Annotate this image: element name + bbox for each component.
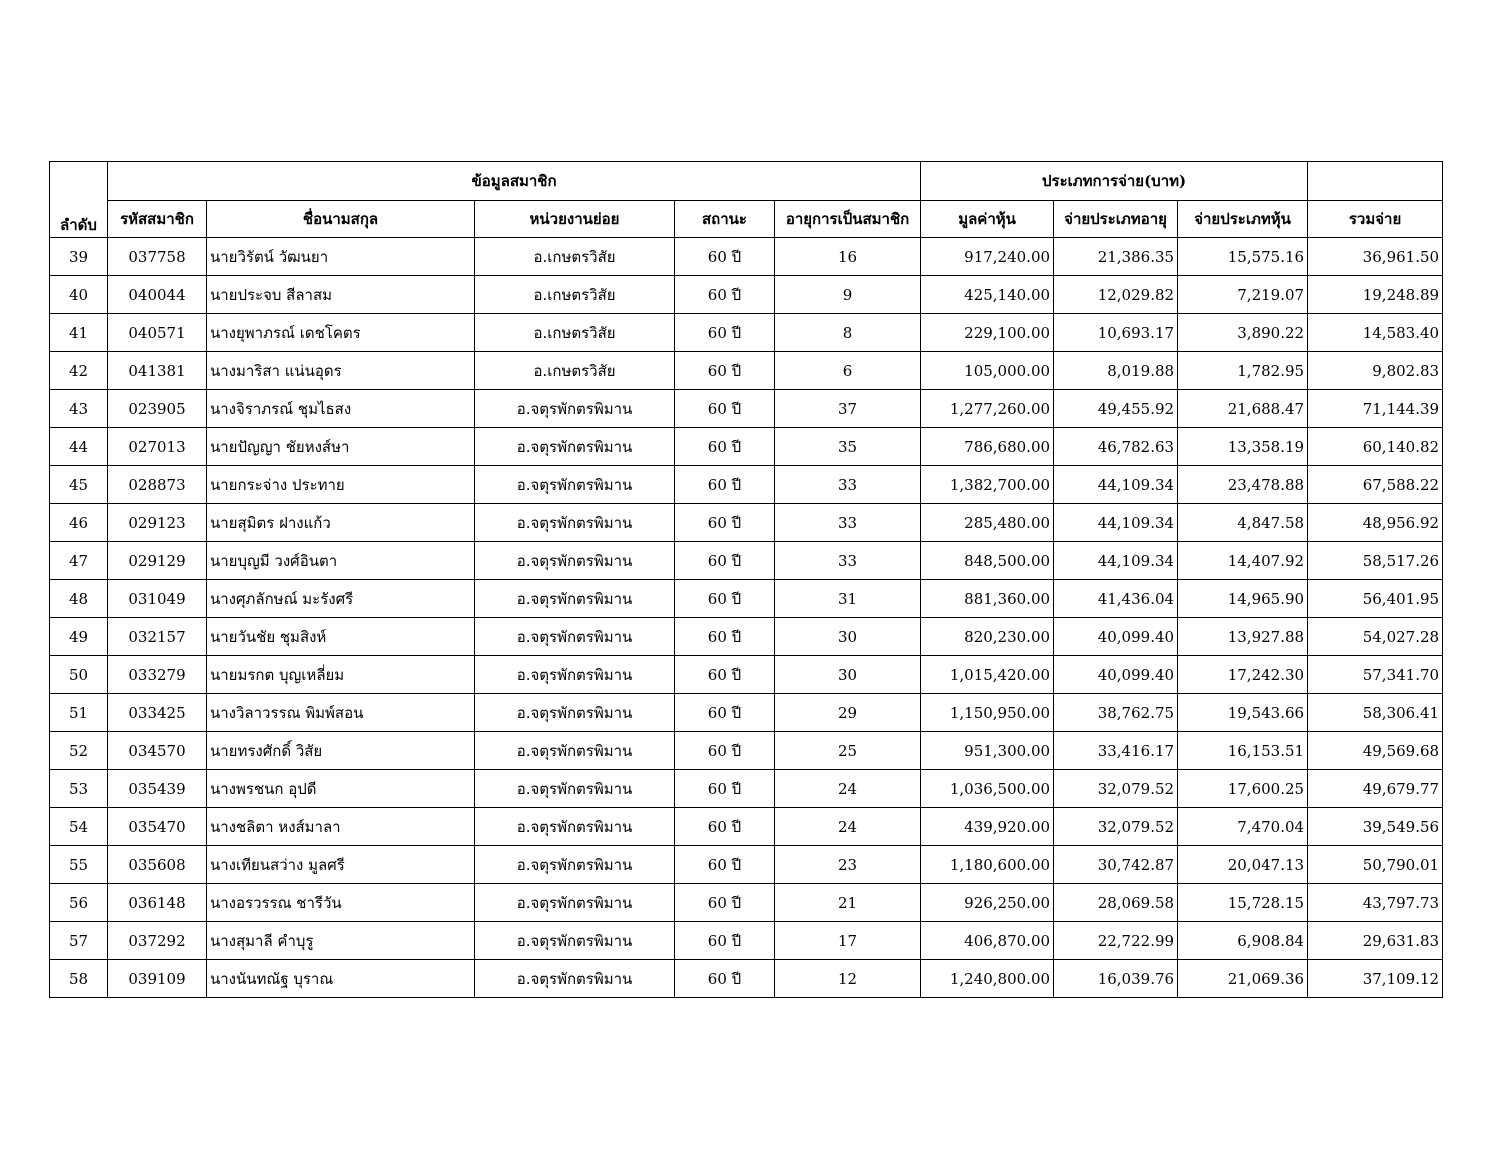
cell-total: 56,401.95 — [1308, 580, 1443, 618]
cell-unit: อ.จตุรพักตรพิมาน — [475, 504, 675, 542]
cell-name: นายบุญมี วงศ์อินตา — [207, 542, 475, 580]
cell-seq: 55 — [50, 846, 108, 884]
cell-seq: 46 — [50, 504, 108, 542]
cell-status: 60 ปี — [675, 694, 775, 732]
cell-member-id: 033279 — [108, 656, 207, 694]
cell-membership-age: 37 — [775, 390, 921, 428]
cell-seq: 50 — [50, 656, 108, 694]
cell-name: นางมาริสา แน่นอุดร — [207, 352, 475, 390]
cell-pay-by-age: 32,079.52 — [1054, 808, 1178, 846]
cell-share-value: 406,870.00 — [921, 922, 1054, 960]
cell-unit: อ.จตุรพักตรพิมาน — [475, 580, 675, 618]
cell-member-id: 035608 — [108, 846, 207, 884]
cell-pay-by-share: 1,782.95 — [1178, 352, 1308, 390]
header-total-group — [1308, 162, 1443, 201]
cell-total: 9,802.83 — [1308, 352, 1443, 390]
cell-total: 58,306.41 — [1308, 694, 1443, 732]
cell-pay-by-age: 33,416.17 — [1054, 732, 1178, 770]
table-row — [50, 314, 1443, 352]
cell-share-value: 1,180,600.00 — [921, 846, 1054, 884]
header-member-info: ข้อมูลสมาชิก — [108, 162, 921, 201]
cell-share-value: 917,240.00 — [921, 238, 1054, 276]
cell-total: 37,109.12 — [1308, 960, 1443, 998]
header-seq: ลำดับ — [50, 162, 108, 238]
cell-share-value: 926,250.00 — [921, 884, 1054, 922]
cell-name: นายสุมิตร ฝางแก้ว — [207, 504, 475, 542]
cell-membership-age: 17 — [775, 922, 921, 960]
table-body — [50, 238, 1443, 998]
cell-member-id: 041381 — [108, 352, 207, 390]
cell-membership-age: 25 — [775, 732, 921, 770]
table-row — [50, 846, 1443, 884]
cell-membership-age: 33 — [775, 504, 921, 542]
cell-share-value: 105,000.00 — [921, 352, 1054, 390]
cell-status: 60 ปี — [675, 808, 775, 846]
cell-status: 60 ปี — [675, 884, 775, 922]
cell-pay-by-share: 19,543.66 — [1178, 694, 1308, 732]
cell-membership-age: 31 — [775, 580, 921, 618]
cell-seq: 56 — [50, 884, 108, 922]
cell-status: 60 ปี — [675, 770, 775, 808]
cell-seq: 54 — [50, 808, 108, 846]
cell-seq: 41 — [50, 314, 108, 352]
cell-share-value: 1,036,500.00 — [921, 770, 1054, 808]
table-row — [50, 960, 1443, 998]
cell-pay-by-share: 21,069.36 — [1178, 960, 1308, 998]
cell-share-value: 881,360.00 — [921, 580, 1054, 618]
cell-name: นางสุมาลี คำบุรู — [207, 922, 475, 960]
cell-status: 60 ปี — [675, 732, 775, 770]
table-row — [50, 770, 1443, 808]
cell-pay-by-share: 20,047.13 — [1178, 846, 1308, 884]
cell-pay-by-share: 14,407.92 — [1178, 542, 1308, 580]
cell-pay-by-age: 10,693.17 — [1054, 314, 1178, 352]
cell-membership-age: 30 — [775, 656, 921, 694]
cell-name: นางยุพาภรณ์ เดชโคตร — [207, 314, 475, 352]
cell-share-value: 786,680.00 — [921, 428, 1054, 466]
cell-membership-age: 6 — [775, 352, 921, 390]
cell-share-value: 1,240,800.00 — [921, 960, 1054, 998]
cell-name: นางอรวรรณ ชารีวัน — [207, 884, 475, 922]
cell-membership-age: 21 — [775, 884, 921, 922]
cell-pay-by-age: 21,386.35 — [1054, 238, 1178, 276]
cell-membership-age: 12 — [775, 960, 921, 998]
table-row — [50, 618, 1443, 656]
cell-seq: 42 — [50, 352, 108, 390]
cell-pay-by-age: 44,109.34 — [1054, 542, 1178, 580]
cell-seq: 51 — [50, 694, 108, 732]
cell-pay-by-share: 14,965.90 — [1178, 580, 1308, 618]
cell-membership-age: 24 — [775, 808, 921, 846]
cell-total: 54,027.28 — [1308, 618, 1443, 656]
cell-seq: 45 — [50, 466, 108, 504]
cell-member-id: 023905 — [108, 390, 207, 428]
cell-pay-by-share: 17,242.30 — [1178, 656, 1308, 694]
cell-unit: อ.จตุรพักตรพิมาน — [475, 618, 675, 656]
cell-name: นางชลิตา หงส์มาลา — [207, 808, 475, 846]
cell-status: 60 ปี — [675, 922, 775, 960]
cell-total: 67,588.22 — [1308, 466, 1443, 504]
cell-total: 39,549.56 — [1308, 808, 1443, 846]
cell-pay-by-age: 32,079.52 — [1054, 770, 1178, 808]
cell-member-id: 027013 — [108, 428, 207, 466]
cell-pay-by-age: 28,069.58 — [1054, 884, 1178, 922]
table-row — [50, 884, 1443, 922]
cell-pay-by-age: 22,722.99 — [1054, 922, 1178, 960]
header-total: รวมจ่าย — [1308, 201, 1443, 238]
cell-membership-age: 16 — [775, 238, 921, 276]
cell-status: 60 ปี — [675, 428, 775, 466]
cell-pay-by-share: 16,153.51 — [1178, 732, 1308, 770]
cell-pay-by-share: 21,688.47 — [1178, 390, 1308, 428]
cell-unit: อ.เกษตรวิสัย — [475, 238, 675, 276]
cell-share-value: 1,382,700.00 — [921, 466, 1054, 504]
cell-pay-by-age: 49,455.92 — [1054, 390, 1178, 428]
cell-membership-age: 33 — [775, 466, 921, 504]
cell-seq: 52 — [50, 732, 108, 770]
cell-status: 60 ปี — [675, 466, 775, 504]
cell-unit: อ.จตุรพักตรพิมาน — [475, 466, 675, 504]
table-row — [50, 542, 1443, 580]
cell-seq: 43 — [50, 390, 108, 428]
table-row — [50, 504, 1443, 542]
cell-seq: 57 — [50, 922, 108, 960]
cell-unit: อ.จตุรพักตรพิมาน — [475, 922, 675, 960]
cell-status: 60 ปี — [675, 580, 775, 618]
table-row — [50, 238, 1443, 276]
cell-status: 60 ปี — [675, 314, 775, 352]
cell-membership-age: 30 — [775, 618, 921, 656]
cell-total: 48,956.92 — [1308, 504, 1443, 542]
cell-status: 60 ปี — [675, 846, 775, 884]
cell-pay-by-share: 3,890.22 — [1178, 314, 1308, 352]
cell-membership-age: 35 — [775, 428, 921, 466]
cell-unit: อ.จตุรพักตรพิมาน — [475, 694, 675, 732]
header-pay-by-share: จ่ายประเภทหุ้น — [1178, 201, 1308, 238]
header-pay-by-age: จ่ายประเภทอายุ — [1054, 201, 1178, 238]
cell-membership-age: 9 — [775, 276, 921, 314]
cell-member-id: 028873 — [108, 466, 207, 504]
cell-status: 60 ปี — [675, 390, 775, 428]
cell-share-value: 285,480.00 — [921, 504, 1054, 542]
header-share-value: มูลค่าหุ้น — [921, 201, 1054, 238]
cell-pay-by-age: 8,019.88 — [1054, 352, 1178, 390]
cell-total: 49,569.68 — [1308, 732, 1443, 770]
table-row — [50, 808, 1443, 846]
cell-total: 50,790.01 — [1308, 846, 1443, 884]
cell-pay-by-age: 44,109.34 — [1054, 466, 1178, 504]
cell-pay-by-age: 12,029.82 — [1054, 276, 1178, 314]
cell-unit: อ.จตุรพักตรพิมาน — [475, 390, 675, 428]
cell-pay-by-age: 40,099.40 — [1054, 656, 1178, 694]
cell-member-id: 039109 — [108, 960, 207, 998]
cell-total: 57,341.70 — [1308, 656, 1443, 694]
cell-total: 14,583.40 — [1308, 314, 1443, 352]
cell-name: นายทรงศักดิ์ วิสัย — [207, 732, 475, 770]
cell-total: 58,517.26 — [1308, 542, 1443, 580]
header-payment-types: ประเภทการจ่าย(บาท) — [921, 162, 1308, 201]
cell-pay-by-share: 15,728.15 — [1178, 884, 1308, 922]
header-status: สถานะ — [675, 201, 775, 238]
cell-seq: 44 — [50, 428, 108, 466]
cell-total: 19,248.89 — [1308, 276, 1443, 314]
cell-seq: 53 — [50, 770, 108, 808]
cell-share-value: 1,150,950.00 — [921, 694, 1054, 732]
table-row — [50, 466, 1443, 504]
cell-pay-by-age: 44,109.34 — [1054, 504, 1178, 542]
cell-share-value: 951,300.00 — [921, 732, 1054, 770]
cell-membership-age: 33 — [775, 542, 921, 580]
cell-pay-by-share: 13,358.19 — [1178, 428, 1308, 466]
cell-membership-age: 23 — [775, 846, 921, 884]
cell-pay-by-share: 15,575.16 — [1178, 238, 1308, 276]
cell-share-value: 1,015,420.00 — [921, 656, 1054, 694]
cell-pay-by-share: 4,847.58 — [1178, 504, 1308, 542]
header-row-columns — [50, 201, 1443, 238]
cell-status: 60 ปี — [675, 618, 775, 656]
cell-unit: อ.จตุรพักตรพิมาน — [475, 732, 675, 770]
cell-membership-age: 8 — [775, 314, 921, 352]
cell-member-id: 029129 — [108, 542, 207, 580]
header-membership-age: อายุการเป็นสมาชิก — [775, 201, 921, 238]
cell-share-value: 425,140.00 — [921, 276, 1054, 314]
cell-pay-by-age: 30,742.87 — [1054, 846, 1178, 884]
cell-pay-by-share: 13,927.88 — [1178, 618, 1308, 656]
cell-seq: 40 — [50, 276, 108, 314]
cell-member-id: 035439 — [108, 770, 207, 808]
table-header — [50, 162, 1443, 238]
cell-membership-age: 24 — [775, 770, 921, 808]
cell-status: 60 ปี — [675, 656, 775, 694]
cell-pay-by-share: 7,219.07 — [1178, 276, 1308, 314]
cell-share-value: 1,277,260.00 — [921, 390, 1054, 428]
header-unit: หน่วยงานย่อย — [475, 201, 675, 238]
cell-unit: อ.จตุรพักตรพิมาน — [475, 656, 675, 694]
cell-status: 60 ปี — [675, 504, 775, 542]
cell-unit: อ.เกษตรวิสัย — [475, 352, 675, 390]
cell-unit: อ.จตุรพักตรพิมาน — [475, 542, 675, 580]
cell-name: นางศุภลักษณ์ มะรังศรี — [207, 580, 475, 618]
member-payment-table — [49, 161, 1443, 998]
cell-total: 29,631.83 — [1308, 922, 1443, 960]
table-row — [50, 656, 1443, 694]
cell-status: 60 ปี — [675, 542, 775, 580]
cell-pay-by-age: 41,436.04 — [1054, 580, 1178, 618]
cell-pay-by-share: 17,600.25 — [1178, 770, 1308, 808]
cell-pay-by-age: 16,039.76 — [1054, 960, 1178, 998]
cell-seq: 47 — [50, 542, 108, 580]
cell-membership-age: 29 — [775, 694, 921, 732]
table-row — [50, 732, 1443, 770]
cell-seq: 49 — [50, 618, 108, 656]
cell-status: 60 ปี — [675, 238, 775, 276]
cell-name: นางวิลาวรรณ พิมพ์สอน — [207, 694, 475, 732]
cell-name: นางเทียนสว่าง มูลศรี — [207, 846, 475, 884]
table-row — [50, 922, 1443, 960]
cell-unit: อ.จตุรพักตรพิมาน — [475, 770, 675, 808]
cell-pay-by-age: 46,782.63 — [1054, 428, 1178, 466]
cell-member-id: 040044 — [108, 276, 207, 314]
cell-member-id: 034570 — [108, 732, 207, 770]
cell-name: นางจิราภรณ์ ชุมไธสง — [207, 390, 475, 428]
cell-share-value: 820,230.00 — [921, 618, 1054, 656]
cell-member-id: 040571 — [108, 314, 207, 352]
cell-unit: อ.จตุรพักตรพิมาน — [475, 428, 675, 466]
cell-unit: อ.เกษตรวิสัย — [475, 276, 675, 314]
table-row — [50, 352, 1443, 390]
cell-member-id: 033425 — [108, 694, 207, 732]
header-name: ชื่อนามสกุล — [207, 201, 475, 238]
cell-unit: อ.จตุรพักตรพิมาน — [475, 884, 675, 922]
cell-unit: อ.จตุรพักตรพิมาน — [475, 808, 675, 846]
cell-name: นายปัญญา ชัยหงส์ษา — [207, 428, 475, 466]
header-member-id: รหัสสมาชิก — [108, 201, 207, 238]
cell-name: นางนันทณัฐ บุราณ — [207, 960, 475, 998]
cell-member-id: 029123 — [108, 504, 207, 542]
cell-pay-by-share: 23,478.88 — [1178, 466, 1308, 504]
cell-status: 60 ปี — [675, 276, 775, 314]
cell-share-value: 439,920.00 — [921, 808, 1054, 846]
cell-unit: อ.จตุรพักตรพิมาน — [475, 960, 675, 998]
cell-member-id: 036148 — [108, 884, 207, 922]
cell-unit: อ.จตุรพักตรพิมาน — [475, 846, 675, 884]
cell-name: นายประจบ สีลาสม — [207, 276, 475, 314]
header-row-group — [50, 162, 1443, 201]
cell-name: นายมรกต บุญเหลี่ยม — [207, 656, 475, 694]
cell-name: นายวิรัตน์ วัฒนยา — [207, 238, 475, 276]
cell-total: 43,797.73 — [1308, 884, 1443, 922]
cell-pay-by-age: 38,762.75 — [1054, 694, 1178, 732]
cell-pay-by-age: 40,099.40 — [1054, 618, 1178, 656]
cell-total: 71,144.39 — [1308, 390, 1443, 428]
cell-unit: อ.เกษตรวิสัย — [475, 314, 675, 352]
cell-name: นางพรชนก อุปดี — [207, 770, 475, 808]
cell-name: นายวันชัย ชุมสิงห์ — [207, 618, 475, 656]
cell-total: 49,679.77 — [1308, 770, 1443, 808]
cell-name: นายกระจ่าง ประทาย — [207, 466, 475, 504]
cell-seq: 48 — [50, 580, 108, 618]
cell-total: 36,961.50 — [1308, 238, 1443, 276]
cell-seq: 58 — [50, 960, 108, 998]
cell-member-id: 037758 — [108, 238, 207, 276]
cell-member-id: 031049 — [108, 580, 207, 618]
table-row — [50, 276, 1443, 314]
cell-seq: 39 — [50, 238, 108, 276]
cell-share-value: 848,500.00 — [921, 542, 1054, 580]
cell-status: 60 ปี — [675, 352, 775, 390]
table-row — [50, 428, 1443, 466]
cell-member-id: 037292 — [108, 922, 207, 960]
cell-pay-by-share: 6,908.84 — [1178, 922, 1308, 960]
cell-pay-by-share: 7,470.04 — [1178, 808, 1308, 846]
cell-status: 60 ปี — [675, 960, 775, 998]
cell-member-id: 032157 — [108, 618, 207, 656]
cell-share-value: 229,100.00 — [921, 314, 1054, 352]
cell-total: 60,140.82 — [1308, 428, 1443, 466]
table-row — [50, 694, 1443, 732]
cell-member-id: 035470 — [108, 808, 207, 846]
table-row — [50, 390, 1443, 428]
table-row — [50, 580, 1443, 618]
